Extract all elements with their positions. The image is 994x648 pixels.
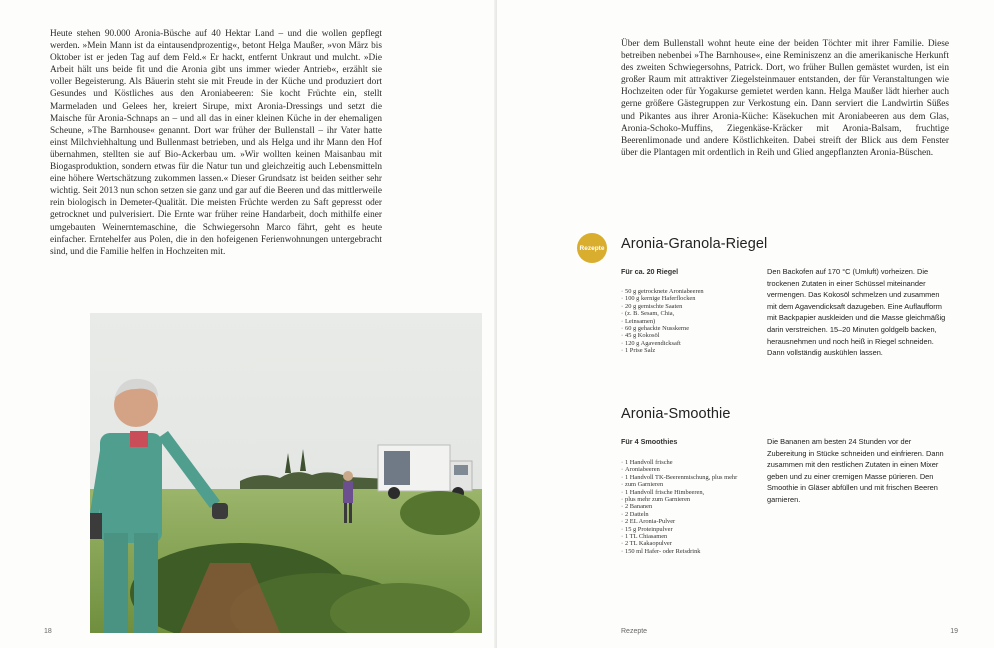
ingredient-item: · 2 Bananen: [621, 503, 751, 510]
section-footer-label: Rezepte: [621, 628, 648, 635]
recipe-title-smoothie: Aronia-Smoothie: [621, 406, 731, 422]
page-number-left: 18: [44, 628, 52, 635]
right-paragraph: Über dem Bullenstall wohnt heute eine der beiden Töchter mit ihrer Familie. Diese betreiben nebenbei »The Barnhouse«, eine Reminiszenz an die amerikanische Herkunft des zweiten Schwiegersohns, Patrick. Dort, wo früher Bullen gemästet wurden, ist ein großer Raum mit attraktiver Ziegelsteinmauer entstanden, der für Veranstaltungen wie Hochzeiten oder für Yogakurse gemietet werden kann. Helga Maußer lädt hierher auch gerne größere Gästegruppen zur Verkostung ein. Dann serviert die Landwirtin Süßes und Pikantes aus ihrer Aronia-Küche: Käsekuchen mit Aroniabeeren aus dem Glas, Aronia-Schoko-Muffins, Ziegenkäse-Kräcker mit Aronia-Balsam, fruchtige Beerenlimonade und andere Köstlichkeiten. Dabei streift der Blick aus dem Fenster über die Plantagen mit ordentlich in Reih und Glied angepflanzten Aronia-Büschen.: [621, 39, 949, 158]
ingredient-item: · 60 g gehackte Nusskerne: [621, 325, 751, 332]
right-page: [497, 0, 994, 648]
farmer-photo: [90, 313, 482, 633]
ingredient-item: · 2 TL Kakaopulver: [621, 540, 751, 547]
ingredient-item: · 1 Handvoll frische Himbeeren,: [621, 489, 751, 496]
ingredient-item: · 45 g Kokosöl: [621, 332, 751, 339]
recipe-method-granola: Den Backofen auf 170 °C (Umluft) vorheizen. Die trockenen Zutaten in einer Schüssel miteinander vermengen. Das Kokosöl schmelzen und zusammen mit dem Agavendicksaft dazugeben. Eine Auflaufform mit Backpapier auskleiden und die Masse gleichmäßig darin verstreichen. 15–20 Minuten goldgelb backen, herausnehmen und noch heiß in Riegel schneiden. Dann vollständig auskühlen lassen.: [767, 267, 946, 358]
recipe-title-granola: Aronia-Granola-Riegel: [621, 236, 768, 252]
ingredient-item: · 150 ml Hafer- oder Reisdrink: [621, 548, 751, 555]
ingredient-item: · 2 EL Aronia-Pulver: [621, 518, 751, 525]
left-paragraph: Heute stehen 90.000 Aronia-Büsche auf 40 Hektar Land – und die wollen gepflegt werden. »Mein Mann ist da eintausendprozentig«, betont Helga Maußer, »von März bis Oktober ist er jeden Tag auf dem Feld.« Er hackt, entfernt Unkraut und mulcht. »Die Arbeit hält uns beide fit und die Aronia gibt uns immer wieder Antrieb«, erzählt sie voller Begeisterung. Als Bäuerin steht sie mit Freude in der Küche und produziert dort Gesundes und Köstliches aus den Aroniabeeren: Sie kocht Früchte ein, stellt Marmeladen und Gelees her, kreiert Sirupe, mixt Aronia-Dressings und setzt die Maische für Aronia-Schnaps an – und all das in einer kleinen Küche in der ehemaligen Scheune, »The Barnhouse« genannt. Dort war früher der Bullenstall – ihr Vater hatte einst Milchviehhaltung und Bullenmast betrieben, und als Helga und ihr Mann den Hof übernahmen, stellten sie auf Bio-Ackerbau um. »Wir wollten keinen Maisanbau mit Biogasproduktion, sondern etwas für die Natur tun und gleichzeitig auch Lebensmitteln eine höhere Wertschätzung zukommen lassen.« Dieser Grundsatz ist beiden seither sehr wichtig. Seit 2013 nun schon setzen sie ganz und gar auf die Beeren und das mittlerweile rein biologisch in Demeter-Qualität. Die meisten Früchte werden zu Saft gepresst oder getrocknet und pulverisiert. Die Ernte war früher reine Handarbeit, doch mithilfe einer umgebauten Weinerntemaschine, die Schwiegersohn Marco fährt, geht es heute einfacher. Erntehelfer aus Polen, die in den hofeigenen Ferienwohnungen untergebracht sind, und die Familie helfen in Hochzeiten mit.: [50, 29, 382, 257]
ingredient-item: · 1 TL Chiasamen: [621, 533, 751, 540]
ingredient-item: · 1 Handvoll TK-Beerenmischung, plus mehr: [621, 474, 751, 481]
right-body-text: [621, 38, 949, 176]
recipe-yield-smoothie: Für 4 Smoothies: [621, 437, 678, 446]
recipe-yield-granola: Für ca. 20 Riegel: [621, 267, 679, 276]
ingredient-list-granola: [621, 288, 751, 355]
ingredient-item: · 15 g Proteinpulver: [621, 526, 751, 533]
ingredient-item: · Leinsamen): [621, 318, 751, 325]
ingredient-item: · 100 g kernige Haferflocken: [621, 295, 751, 302]
page-number-right: 19: [950, 628, 958, 635]
ingredient-item: · 1 Prise Salz: [621, 347, 751, 354]
ingredient-list-smoothie: [621, 459, 751, 555]
recipes-badge: Rezepte: [577, 233, 607, 263]
recipe-method-smoothie: Die Bananen am besten 24 Stunden vor der Zubereitung in Stücke schneiden und einfrieren. Dann zusammen mit den restlichen Zutaten in einen Mixer geben und zu einer cremigen Masse pürieren. Den Smoothie in Gläser abfüllen und mit frischen Beeren garnieren.: [767, 437, 944, 504]
left-body-text: [50, 28, 382, 288]
ingredient-item: · 50 g getrocknete Aroniabeeren: [621, 288, 751, 295]
ingredient-item: · zum Garnieren: [621, 481, 751, 488]
ingredient-item: · Aroniabeeren: [621, 466, 751, 473]
ingredient-item: · plus mehr zum Garnieren: [621, 496, 751, 503]
ingredient-item: · (z. B. Sesam, Chia,: [621, 310, 751, 317]
ingredient-item: · 20 g gemischte Saaten: [621, 303, 751, 310]
ingredient-item: · 1 Handvoll frische: [621, 459, 751, 466]
ingredient-item: · 120 g Agavendicksaft: [621, 340, 751, 347]
ingredient-item: · 2 Datteln: [621, 511, 751, 518]
